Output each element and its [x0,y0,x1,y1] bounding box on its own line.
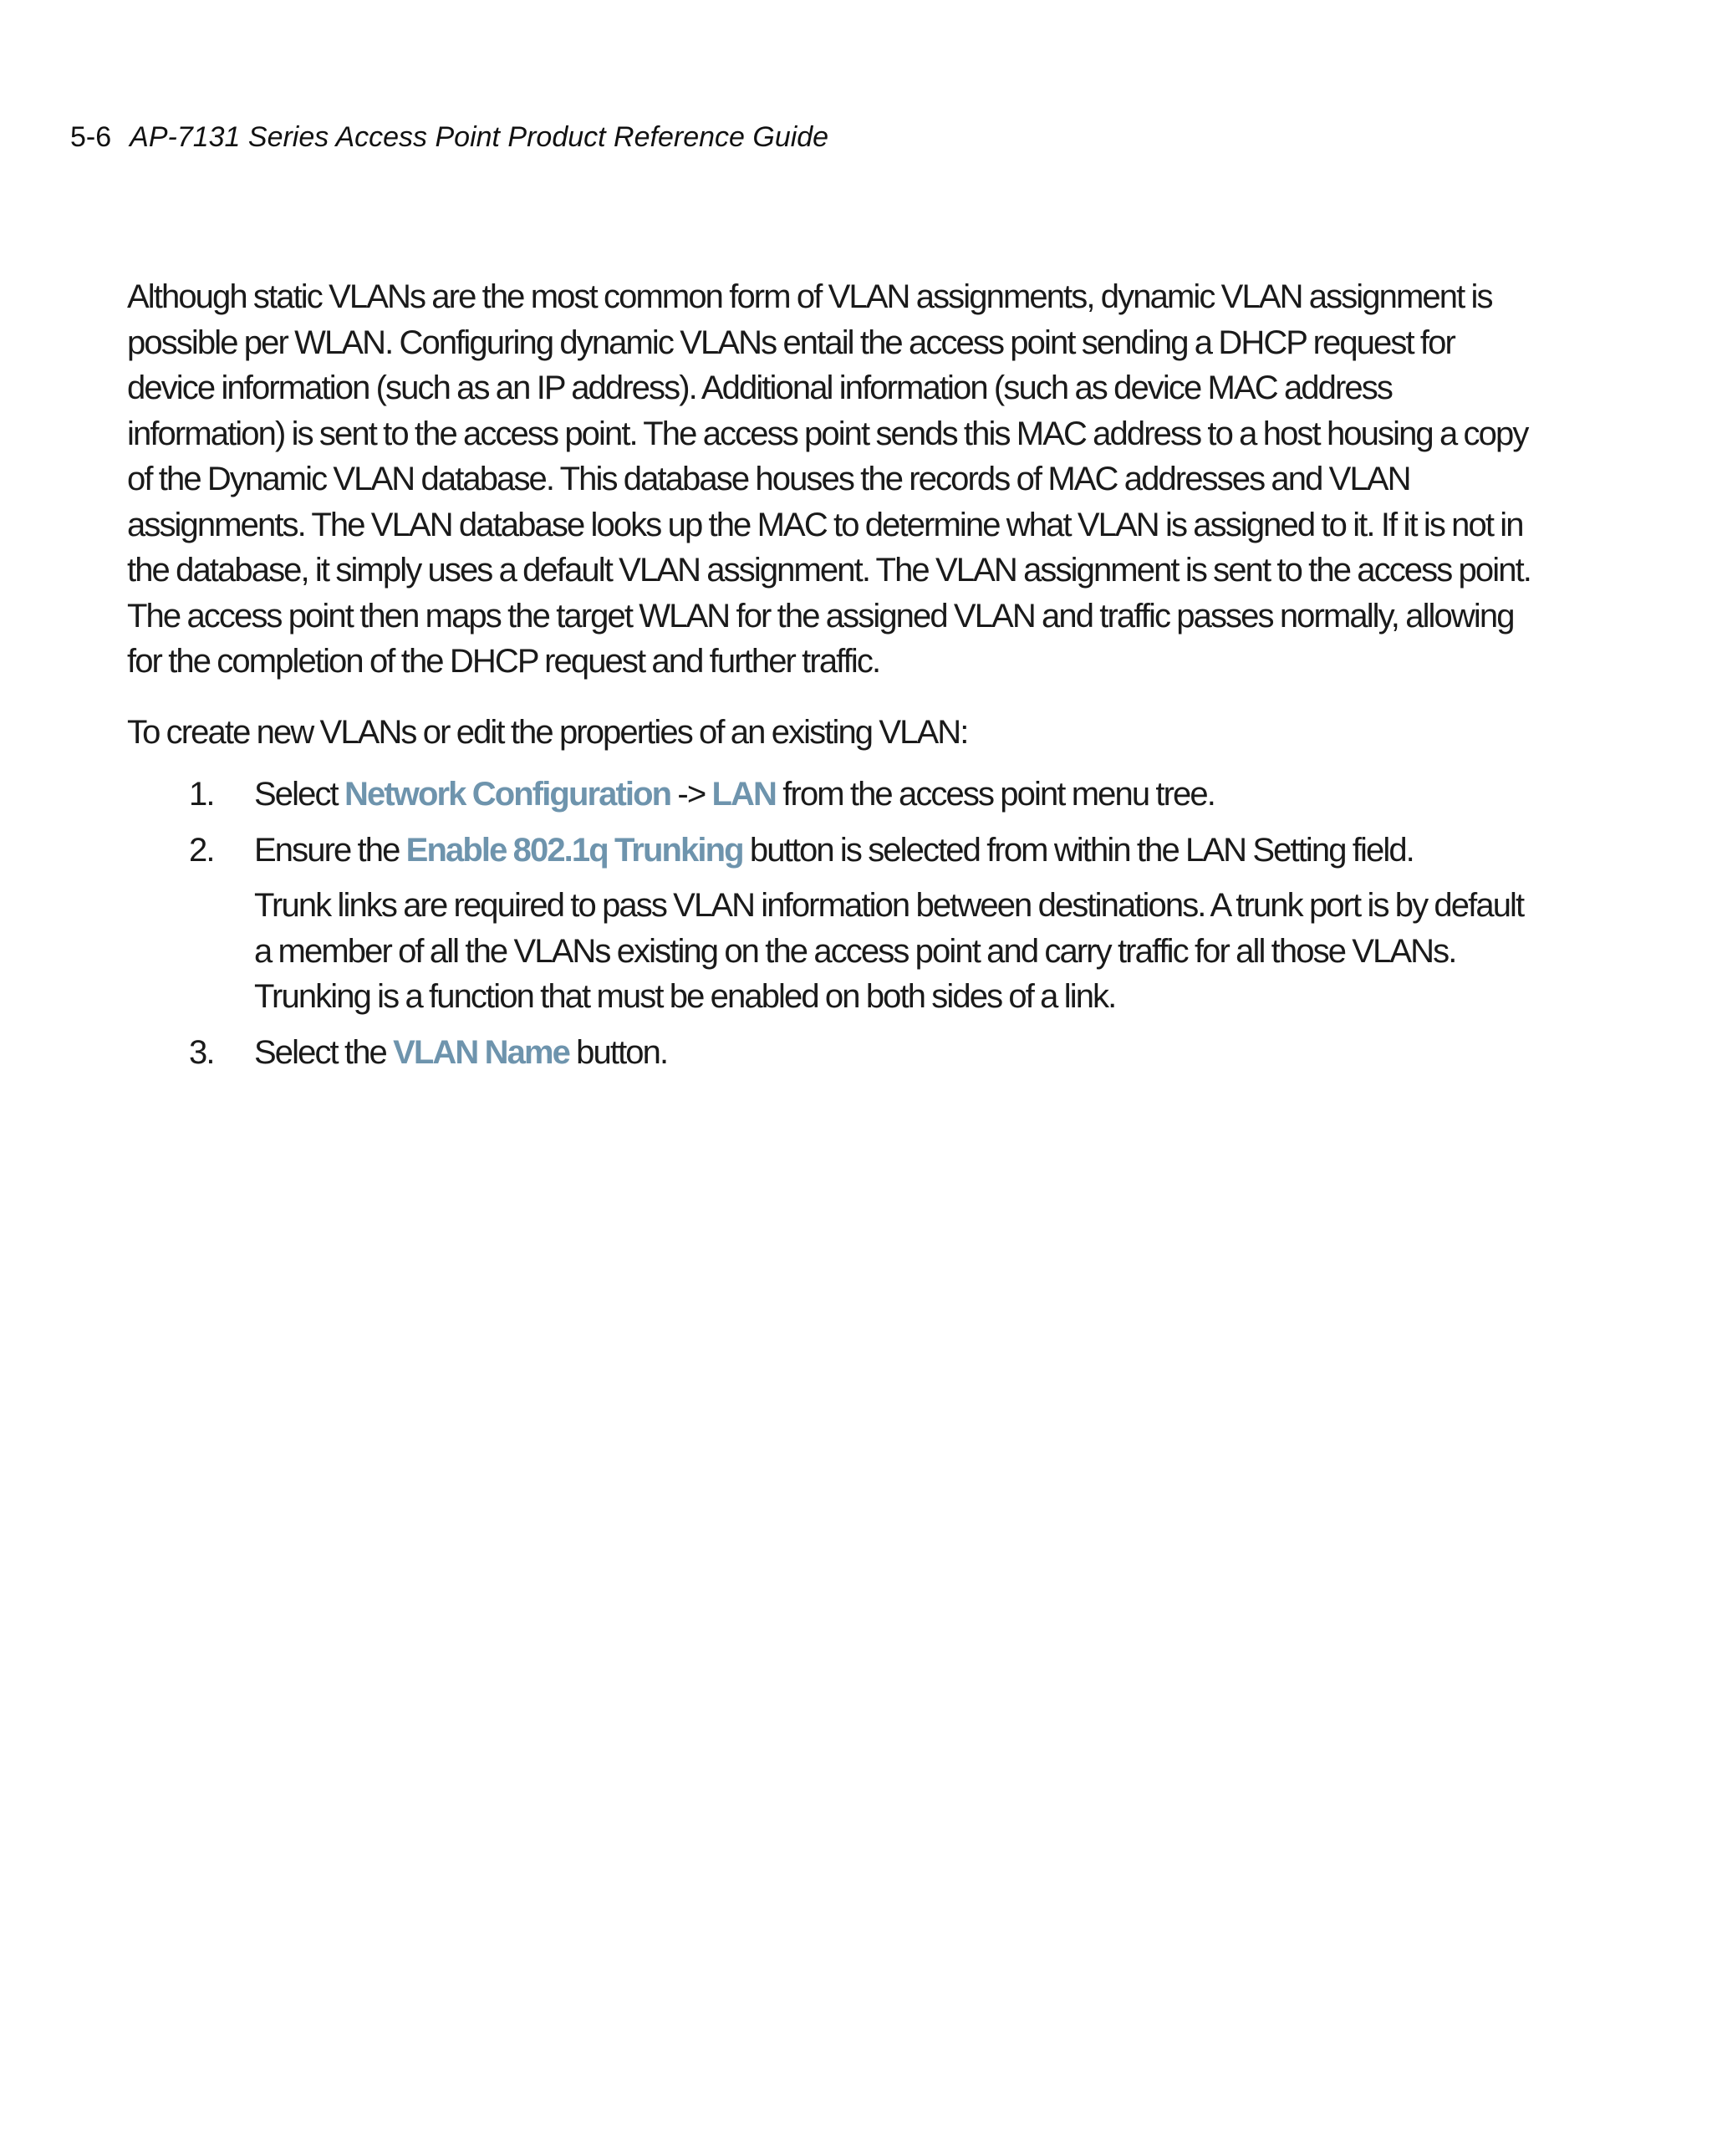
step-number: 3. [189,1033,214,1071]
step-text [254,1034,667,1071]
ui-term-network-configuration: Network Configuration [344,776,671,813]
ui-term-vlan-name: VLAN Name [393,1033,569,1071]
guide-title: AP-7131 Series Access Point Product Reference Guide [130,121,829,153]
step-2 [127,828,1531,1020]
ui-term-lan: LAN [711,776,777,813]
page-number: 5-6 [70,121,112,153]
page-header [70,117,828,157]
procedure-intro: To create new VLANs or edit the properties of an existing VLAN: [127,713,968,751]
step-text-suffix: from the access point menu tree. [776,776,1215,813]
page-content [127,274,1531,1085]
step-text-suffix: button. [568,1033,668,1071]
step-text [254,776,1215,813]
ui-term-enable-trunking: Enable 802.1q Trunking [405,831,743,869]
step-1 [127,772,1531,818]
trunking-note: Trunk links are required to pass VLAN information between destinations. A trunk port is by default a member of all the VLANs existing on the access point and carry traffic for all those VLANs. Trunking is a function that must be enabled on both sides of a link. [254,887,1524,1015]
procedure-steps [127,772,1531,1075]
step-number: 1. [189,776,214,813]
step-text-prefix: Select the [254,1033,394,1071]
dynamic-vlan-paragraph: Although static VLANs are the most common form of VLAN assignments, dynamic VLAN assignment is possible per WLAN. Configuring dynamic VLANs entail the access point sending a DHCP request for device information (such as an IP address). Additional information (such as device MAC address information) is sent to the access point. The access point sends this MAC address to a host housing a copy of the Dynamic VLAN database. This database houses the records of MAC addresses and VLAN assignments. The VLAN database looks up the MAC to determine what VLAN is assigned to it. If it is not in the database, it simply uses a default VLAN assignment. The VLAN assignment is sent to the access point. The access point then maps the target WLAN for the assigned VLAN and traffic passes normally, allowing for the completion of the DHCP request and further traffic. [127,278,1531,680]
step-text-suffix: button is selected from within the LAN Setting field. [742,831,1414,869]
step-text-arrow: -> [670,776,712,813]
step-3 [127,1030,1531,1076]
step-text-prefix: Select [254,776,344,813]
step-text [254,832,1414,869]
step-text-prefix: Ensure the [254,831,406,869]
step-number: 2. [189,831,214,869]
